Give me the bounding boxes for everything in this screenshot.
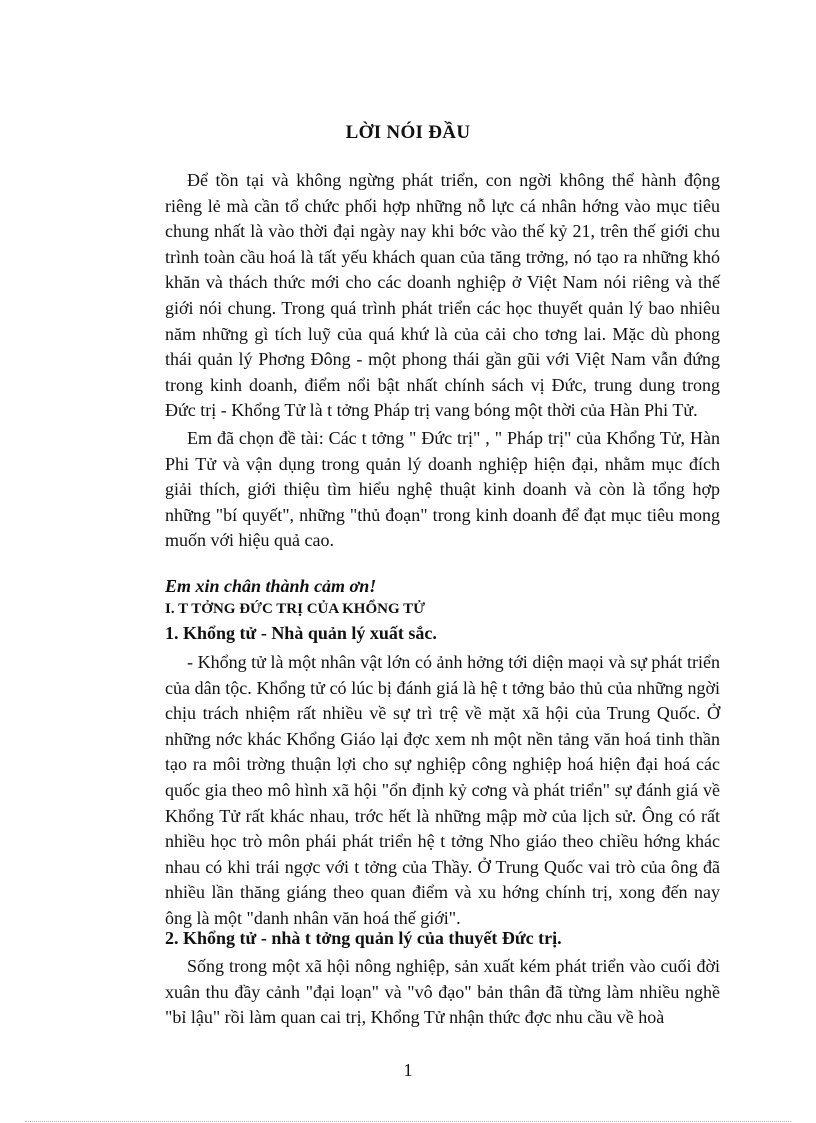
page-bottom-rule <box>25 1121 791 1122</box>
page-number: 1 <box>403 1060 413 1080</box>
intro-paragraph-1-text: Để tồn tại và không ngừng phát triển, con ngời không thể hành động riêng lẻ mà cần tổ chức phối hợp những nỗ lực cá nhân hớng vào mục tiêu chung nhất là vào thời đại ngày nay khi bớc vào thế kỷ 21, trên thế giới chu trình toàn cầu hoá là tất yếu khách quan của tăng trởng, nó tạo ra những khó khăn và thách thức mới cho các doanh nghiệp ở Việt Nam nói riêng và thế giới nói chung. Trong quá trình phát triển các học thuyết quản lý bao nhiêu năm những gì tích luỹ của quá khứ là của cải cho tơng lai. Mặc dù phong thái quản lý Phơng Đông - một phong thái gần gũi với Việt Nam vẫn đứng trong kinh doanh, điểm nổi bật nhất chính sách vị Đức, trung dung trong Đức trị - Khổng Tử là t tởng Pháp trị vang bóng một thời của Hàn Phi Tử. <box>165 170 720 421</box>
closing-line: Em xin chân thành cảm ơn! <box>165 576 377 596</box>
intro-block <box>165 168 720 554</box>
page-title: LỜI NÓI ĐẦU <box>345 122 471 143</box>
intro-paragraph-2-text: Em đã chọn đề tài: Các t tởng " Đức trị" , " Pháp trị" của Khổng Tử, Hàn Phi Tử và vận dụng trong quản lý doanh nghiệp hiện đại, nhằm mục đích giải thích, giới thiệu tìm hiểu nghệ thuật kinh doanh và còn là tổng hợp những "bí quyết", những "thủ đoạn" trong kinh doanh để đạt mục tiêu mong muốn với hiệu quả cao. <box>165 427 720 551</box>
section2-block <box>165 954 720 1031</box>
section2-paragraph: Sống trong một xã hội nông nghiệp, sản xuất kém phát triển vào cuối đời xuân thu đầy cảnh "đại loạn" và "vô đạo" bản thân đã từng làm nhiều nghề "bỉ lậu" rồi làm quan cai trị, Khổng Tử nhận thức đợc nhu cầu về hoà <box>165 956 720 1028</box>
intro-paragraph-2 <box>165 426 720 554</box>
section-heading: I. T TỞNG ĐỨC TRỊ CỦA KHỔNG TỬ <box>165 601 426 617</box>
section1-paragraph: - Khổng tử là một nhân vật lớn có ảnh hởng tới diện maọi và sự phát triển của dân tộc. Khổng tử có lúc bị đánh giá là hệ t tởng bảo thủ của những ngời chịu trách nhiệm rất nhiều về sự trì trệ về mặt xã hội của Trung Quốc. Ở những nớc khác Khổng Giáo lại đợc xem nh một nền tảng văn hoá tinh thần tạo ra môi trờng thuận lợi cho sự nghiệp công nghiệp hoá hiện đại hoá các quốc gia theo mô hình xã hội "ổn định kỷ cơng và phát triển" sự đánh giá về Khổng Tử rất khác nhau, trớc hết là những mập mờ của lịch sử. Ông có rất nhiều học trò môn phái phát triển hệ t tởng Nho giáo theo chiều hớng khác nhau có khi trái ngợc với t tởng của Thầy. Ở Trung Quốc vai trò của ông đã nhiều lần thăng giáng theo quan điểm và xu hớng chính trị, xong đến nay ông là một "danh nhân văn hoá thế giới". <box>165 652 720 928</box>
subheading-1: 1. Khổng tử - Nhà quản lý xuất sắc. <box>165 623 437 643</box>
section1-block <box>165 650 720 932</box>
subheading-2: 2. Khổng tử - nhà t tởng quản lý của thuyết Đức trị. <box>165 928 562 948</box>
intro-paragraph-1 <box>165 168 720 424</box>
